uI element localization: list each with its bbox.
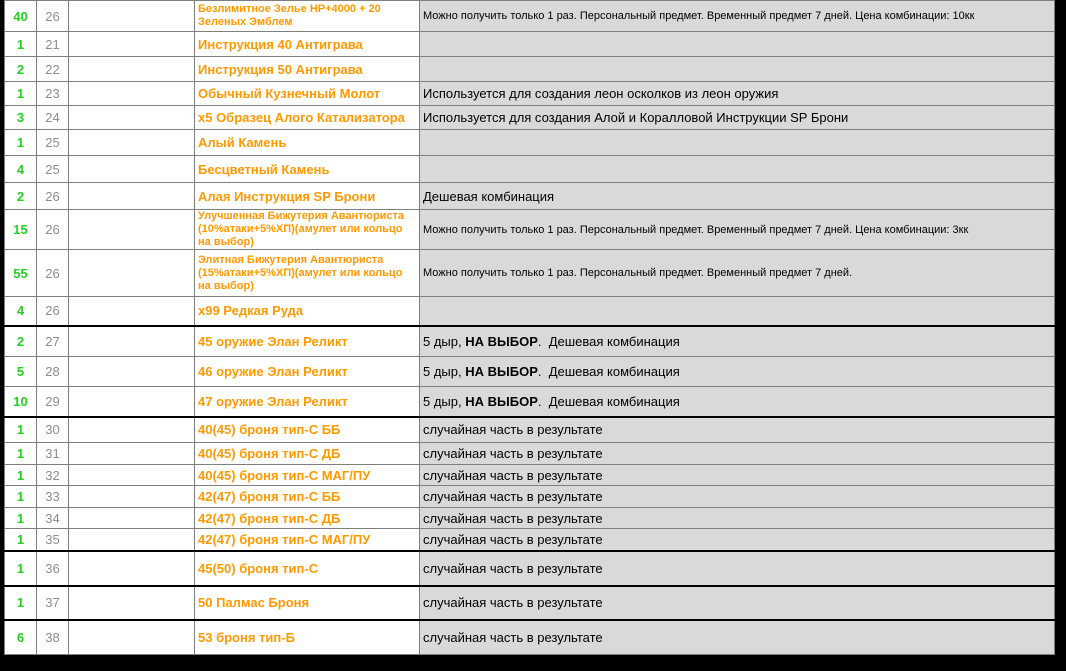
item-image-cell — [69, 183, 195, 210]
description-highlight: НА ВЫБОР — [465, 333, 538, 349]
quantity-cell: 1 — [5, 551, 37, 586]
item-name-cell: Алая Инструкция SP Брони — [195, 183, 420, 210]
item-image-cell — [69, 297, 195, 326]
description-cell — [420, 387, 1055, 417]
quantity-cell: 1 — [5, 417, 37, 443]
item-image-cell — [69, 106, 195, 130]
item-image-cell — [69, 529, 195, 551]
item-name-cell: 45(50) броня тип-С — [195, 551, 420, 586]
description-cell: случайная часть в результате — [420, 465, 1055, 486]
description-highlight: НА ВЫБОР — [465, 393, 538, 409]
item-image-cell — [69, 210, 195, 250]
level-cell: 37 — [37, 586, 69, 620]
item-name-cell: 40(45) броня тип-С ББ — [195, 417, 420, 443]
item-name-cell: 46 оружие Элан Реликт — [195, 357, 420, 387]
quantity-cell: 1 — [5, 586, 37, 620]
level-cell: 26 — [37, 250, 69, 297]
description-cell — [420, 57, 1055, 82]
item-name-cell: x99 Редкая Руда — [195, 297, 420, 326]
level-cell: 30 — [37, 417, 69, 443]
item-name-cell: Бесцветный Камень — [195, 156, 420, 183]
table-row — [5, 106, 1055, 130]
item-name-cell: 40(45) броня тип-С МАГ/ПУ — [195, 465, 420, 486]
description-highlight: НА ВЫБОР — [465, 364, 538, 379]
item-image-cell — [69, 57, 195, 82]
description-suffix: . Дешевая комбинация — [537, 364, 680, 379]
quantity-cell: 1 — [5, 529, 37, 551]
quantity-cell: 55 — [5, 250, 37, 297]
table-row — [5, 32, 1055, 57]
item-image-cell — [69, 620, 195, 655]
item-name-cell: Инструкция 50 Антиграва — [195, 57, 420, 82]
table-row — [5, 1, 1055, 32]
description-cell: Можно получить только 1 раз. Персональный предмет. Временный предмет 7 дней. Цена комбинации: 3кк — [420, 210, 1055, 250]
item-name-cell: Обычный Кузнечный Молот — [195, 82, 420, 106]
item-name-cell: 50 Палмас Броня — [195, 586, 420, 620]
quantity-cell: 15 — [5, 210, 37, 250]
description-cell: случайная часть в результате — [420, 620, 1055, 655]
item-image-cell — [69, 508, 195, 529]
level-cell: 31 — [37, 443, 69, 465]
item-image-cell — [69, 326, 195, 357]
item-image-cell — [69, 551, 195, 586]
quantity-cell: 1 — [5, 82, 37, 106]
table-row — [5, 465, 1055, 486]
item-name-cell: 42(47) броня тип-С ДБ — [195, 508, 420, 529]
table-row — [5, 443, 1055, 465]
description-cell: Можно получить только 1 раз. Персональный предмет. Временный предмет 7 дней. Цена комбинации: 10кк — [420, 1, 1055, 32]
table-row — [5, 417, 1055, 443]
description-cell — [420, 326, 1055, 357]
description-prefix: 5 дыр, — [423, 333, 466, 349]
rewards-table-body — [5, 1, 1055, 655]
level-cell: 24 — [37, 106, 69, 130]
item-image-cell — [69, 82, 195, 106]
quantity-cell: 3 — [5, 106, 37, 130]
description-cell: случайная часть в результате — [420, 551, 1055, 586]
item-image-cell — [69, 486, 195, 508]
description-prefix: 5 дыр, — [423, 393, 466, 409]
item-name-cell: Инструкция 40 Антиграва — [195, 32, 420, 57]
item-image-cell — [69, 443, 195, 465]
level-cell: 22 — [37, 57, 69, 82]
item-name-cell: 40(45) броня тип-С ДБ — [195, 443, 420, 465]
item-name-cell: 53 броня тип-Б — [195, 620, 420, 655]
description-cell: Используется для создания Алой и Коралловой Инструкции SP Брони — [420, 106, 1055, 130]
quantity-cell: 6 — [5, 620, 37, 655]
table-row — [5, 82, 1055, 106]
quantity-cell: 40 — [5, 1, 37, 32]
level-cell: 25 — [37, 130, 69, 156]
table-row — [5, 508, 1055, 529]
level-cell: 27 — [37, 326, 69, 357]
table-row — [5, 297, 1055, 326]
level-cell: 36 — [37, 551, 69, 586]
table-row — [5, 551, 1055, 586]
item-name-cell: Элитная Бижутерия Авантюриста (15%атаки+5%ХП)(амулет или кольцо на выбор) — [195, 250, 420, 297]
level-cell: 26 — [37, 297, 69, 326]
item-name-cell: 42(47) броня тип-С ББ — [195, 486, 420, 508]
description-cell — [420, 297, 1055, 326]
quantity-cell: 4 — [5, 156, 37, 183]
quantity-cell: 1 — [5, 443, 37, 465]
table-row — [5, 130, 1055, 156]
description-cell — [420, 156, 1055, 183]
rewards-table — [4, 0, 1055, 655]
quantity-cell: 2 — [5, 183, 37, 210]
table-row — [5, 387, 1055, 417]
level-cell: 28 — [37, 357, 69, 387]
description-cell: случайная часть в результате — [420, 508, 1055, 529]
description-cell: случайная часть в результате — [420, 443, 1055, 465]
level-cell: 34 — [37, 508, 69, 529]
table-row — [5, 210, 1055, 250]
description-cell: случайная часть в результате — [420, 486, 1055, 508]
item-name-cell: 45 оружие Элан Реликт — [195, 326, 420, 357]
quantity-cell: 1 — [5, 130, 37, 156]
item-image-cell — [69, 130, 195, 156]
item-image-cell — [69, 156, 195, 183]
item-name-cell: Безлимитное Зелье HP+4000 + 20 Зеленых Эмблем — [195, 1, 420, 32]
item-image-cell — [69, 32, 195, 57]
table-row — [5, 183, 1055, 210]
table-row — [5, 529, 1055, 551]
item-name-cell: 47 оружие Элан Реликт — [195, 387, 420, 417]
level-cell: 23 — [37, 82, 69, 106]
description-suffix: . Дешевая комбинация — [537, 393, 680, 409]
description-cell: Дешевая комбинация — [420, 183, 1055, 210]
table-row — [5, 620, 1055, 655]
quantity-cell: 10 — [5, 387, 37, 417]
level-cell: 25 — [37, 156, 69, 183]
level-cell: 35 — [37, 529, 69, 551]
level-cell: 33 — [37, 486, 69, 508]
item-image-cell — [69, 586, 195, 620]
table-row — [5, 57, 1055, 82]
item-name-cell: 42(47) броня тип-С МАГ/ПУ — [195, 529, 420, 551]
item-image-cell — [69, 465, 195, 486]
table-row — [5, 156, 1055, 183]
level-cell: 26 — [37, 210, 69, 250]
description-suffix: . Дешевая комбинация — [537, 333, 680, 349]
item-image-cell — [69, 417, 195, 443]
table-row — [5, 486, 1055, 508]
description-cell — [420, 32, 1055, 57]
description-cell: случайная часть в результате — [420, 417, 1055, 443]
quantity-cell: 1 — [5, 486, 37, 508]
quantity-cell: 1 — [5, 32, 37, 57]
item-image-cell — [69, 250, 195, 297]
description-cell — [420, 357, 1055, 387]
quantity-cell: 1 — [5, 508, 37, 529]
description-cell: случайная часть в результате — [420, 529, 1055, 551]
quantity-cell: 5 — [5, 357, 37, 387]
table-row — [5, 357, 1055, 387]
quantity-cell: 2 — [5, 326, 37, 357]
level-cell: 26 — [37, 1, 69, 32]
quantity-cell: 1 — [5, 465, 37, 486]
description-cell: случайная часть в результате — [420, 586, 1055, 620]
table-row — [5, 250, 1055, 297]
level-cell: 38 — [37, 620, 69, 655]
level-cell: 29 — [37, 387, 69, 417]
item-name-cell: x5 Образец Алого Катализатора — [195, 106, 420, 130]
description-prefix: 5 дыр, — [423, 364, 466, 379]
item-image-cell — [69, 357, 195, 387]
item-name-cell: Алый Камень — [195, 130, 420, 156]
description-cell — [420, 130, 1055, 156]
description-cell: Используется для создания леон осколков из леон оружия — [420, 82, 1055, 106]
item-name-cell: Улучшенная Бижутерия Авантюриста (10%атаки+5%ХП)(амулет или кольцо на выбор) — [195, 210, 420, 250]
level-cell: 26 — [37, 183, 69, 210]
table-row — [5, 586, 1055, 620]
table-row — [5, 326, 1055, 357]
item-image-cell — [69, 387, 195, 417]
quantity-cell: 2 — [5, 57, 37, 82]
item-image-cell — [69, 1, 195, 32]
description-cell: Можно получить только 1 раз. Персональный предмет. Временный предмет 7 дней. — [420, 250, 1055, 297]
quantity-cell: 4 — [5, 297, 37, 326]
level-cell: 21 — [37, 32, 69, 57]
level-cell: 32 — [37, 465, 69, 486]
